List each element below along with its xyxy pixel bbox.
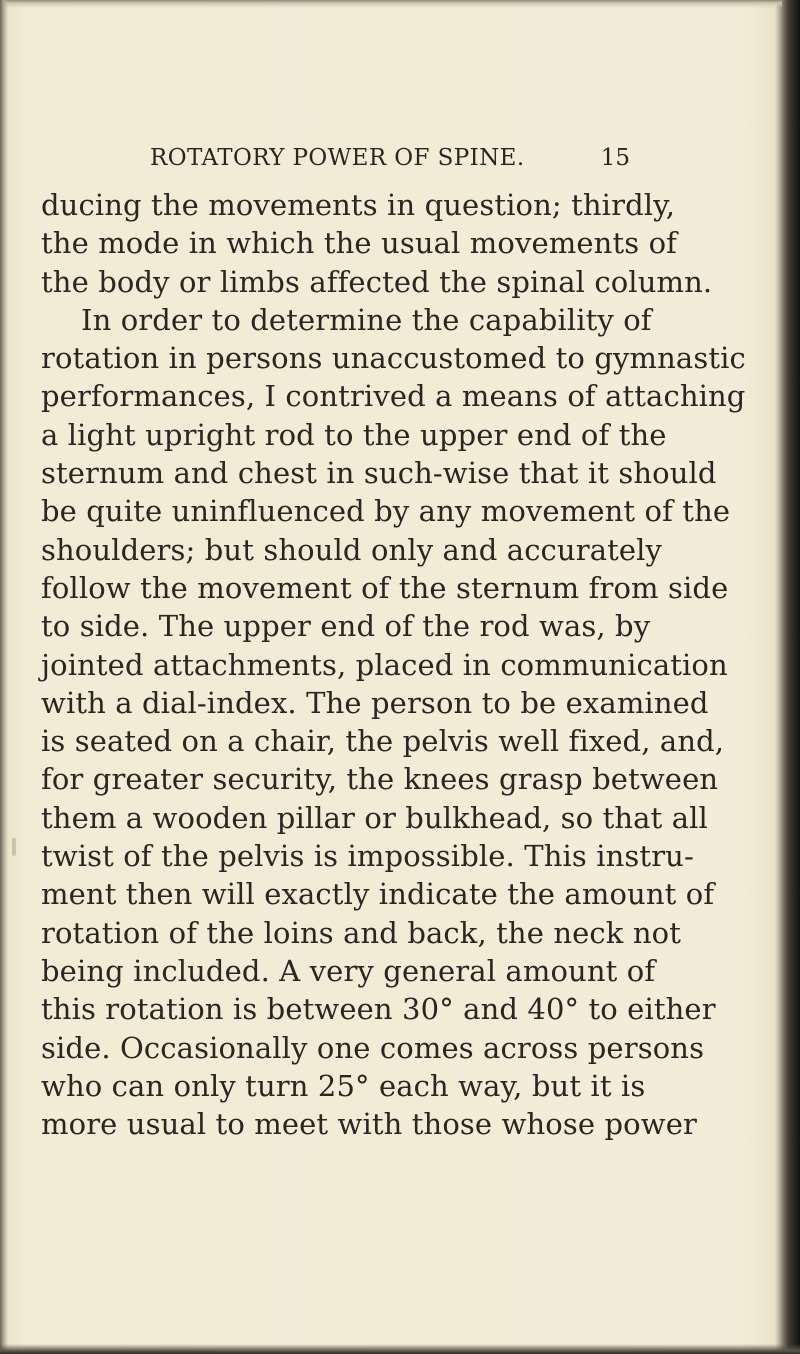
text-line: rotation of the loins and back, the neck not (41, 915, 681, 950)
binding-mark (12, 838, 16, 856)
text-line: them a wooden pillar or bulkhead, so that all (41, 800, 708, 835)
text-line: follow the movement of the sternum from side (41, 570, 729, 605)
paragraph-start-line: In order to determine the capability of (81, 302, 652, 337)
text-line: performances, I contrived a means of attaching (41, 379, 746, 414)
text-line: jointed attachments, placed in communication (41, 647, 728, 682)
top-page-edge (0, 0, 800, 8)
text-line: is seated on a chair, the pelvis well fixed, and, (41, 724, 725, 759)
text-line: shoulders; but should only and accurately (41, 532, 663, 567)
text-line: the mode in which the usual movements of (41, 226, 678, 261)
text-line: being included. A very general amount of (41, 953, 656, 988)
text-line: a light upright rod to the upper end of the (41, 417, 667, 452)
left-page-edge (0, 0, 8, 1354)
text-line: to side. The upper end of the rod was, by (41, 609, 651, 644)
text-line: the body or limbs affected the spinal column. (41, 264, 713, 299)
text-line: be quite uninfluenced by any movement of the (41, 494, 731, 529)
page-number: 15 (600, 145, 630, 171)
text-line: more usual to meet with those whose power (41, 1107, 697, 1142)
text-line: who can only turn 25° each way, but it is (41, 1068, 646, 1103)
text-line: ducing the movements in question; thirdly, (41, 188, 676, 222)
text-line: with a dial-index. The person to be examined (41, 685, 709, 720)
text-line: twist of the pelvis is impossible. This instru- (41, 839, 694, 874)
running-head: ROTATORY POWER OF SPINE. (150, 145, 525, 171)
body-text (41, 186, 756, 1143)
text-line: for greater security, the knees grasp between (41, 762, 719, 797)
text-line: ment then will exactly indicate the amount of (41, 877, 715, 912)
text-line: rotation in persons unaccustomed to gymnastic (41, 341, 746, 376)
text-line: sternum and chest in such-wise that it should (41, 456, 717, 491)
bottom-page-edge (0, 1344, 800, 1354)
text-line: this rotation is between 30° and 40° to either (41, 992, 716, 1027)
text-line: side. Occasionally one comes across persons (41, 1030, 705, 1065)
right-page-edge (782, 0, 800, 1354)
